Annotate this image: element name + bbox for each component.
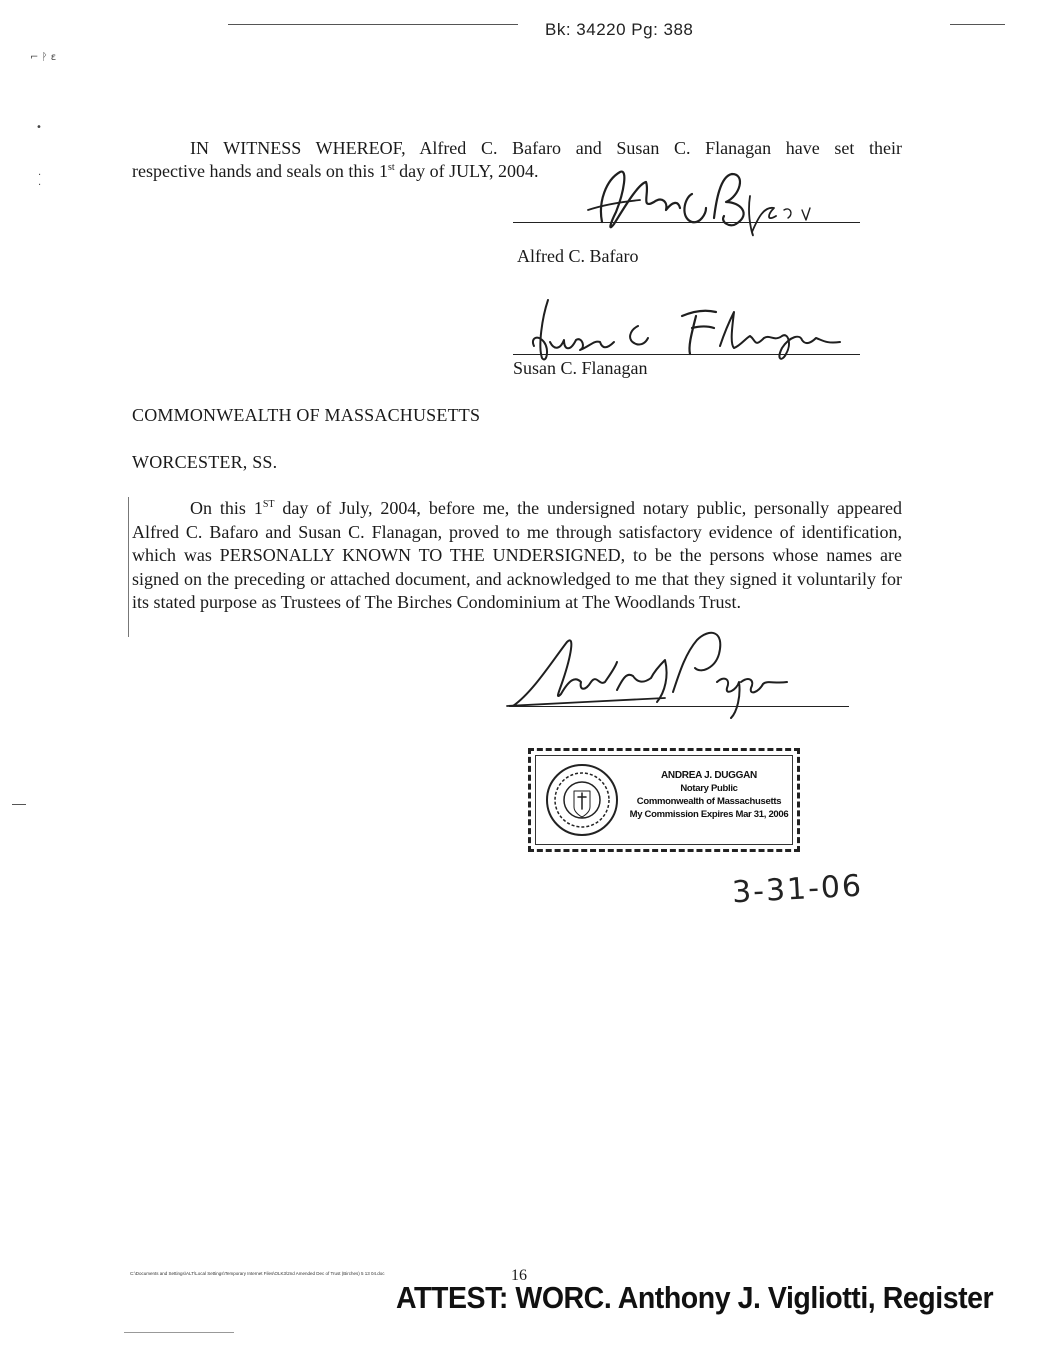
signature-line-notary <box>509 706 849 707</box>
book-page-header: Bk: 34220 Pg: 388 <box>545 20 694 39</box>
signature-notary <box>505 620 805 720</box>
scan-artifact-mark: ⌐ ᚹ ε <box>30 52 57 63</box>
scan-artifact-mark: • <box>36 122 42 133</box>
margin-bar <box>128 497 129 637</box>
witness-line-2: respective hands and seals on this 1st day of JULY, 2004. <box>132 161 539 181</box>
handwritten-date: 3-31-06 <box>731 868 864 911</box>
county-heading: WORCESTER, SS. <box>132 452 278 472</box>
page-number: 16 <box>511 1267 527 1284</box>
notary-stamp <box>528 748 800 852</box>
scan-artifact-line <box>124 1332 234 1333</box>
scan-artifact-line <box>950 24 1005 25</box>
notary-commission: My Commission Expires Mar 31, 2006 <box>629 809 789 820</box>
signatory-name-susan: Susan C. Flanagan <box>513 358 648 378</box>
notary-title: Notary Public <box>680 783 738 794</box>
commonwealth-seal-icon <box>545 763 619 837</box>
witness-line-1: IN WITNESS WHEREOF, Alfred C. Bafaro and Susan C. Flanagan have set their <box>190 138 902 158</box>
attest-stamp: ATTEST: WORC. Anthony J. Vigliotti, Register <box>396 1280 994 1315</box>
stamp-text <box>623 769 795 821</box>
scan-artifact-mark: · <box>38 170 42 181</box>
signature-line-alfred <box>513 222 860 223</box>
footer-file-path: C:\Documents and Settings\ALT\Local Settings\Temporary Internet Files\OLK3\2nd Amended Dec of Trust (Birches) 5 13 04.doc <box>130 1271 385 1276</box>
notary-jurisdiction: Commonwealth of Massachusetts <box>636 796 782 807</box>
notary-name: ANDREA J. DUGGAN <box>661 770 757 781</box>
signature-alfred-bafaro <box>580 162 840 242</box>
scan-artifact-line <box>12 804 26 805</box>
scan-artifact-mark: · <box>38 180 42 191</box>
signatory-name-alfred: Alfred C. Bafaro <box>517 246 639 266</box>
acknowledgment-paragraph: On this 1ST day of July, 2004, before me, the undersigned notary public, personally appeared Alfred C. Bafaro and Susan C. Flanagan, proved to me through satisfactory evidence of identification, which was PERSONALLY KNOWN TO THE UNDERSIGNED, to be the persons whose names are signed on the preceding or attached document, and acknowledged to me that they signed it voluntarily for its stated purpose as Trustees of The Birches Condominium at The Woodlands Trust. <box>132 498 903 612</box>
commonwealth-heading: COMMONWEALTH OF MASSACHUSETTS <box>132 405 481 425</box>
signature-line-susan <box>513 354 860 355</box>
signature-susan-flanagan <box>520 288 860 368</box>
scan-artifact-line <box>228 24 518 25</box>
